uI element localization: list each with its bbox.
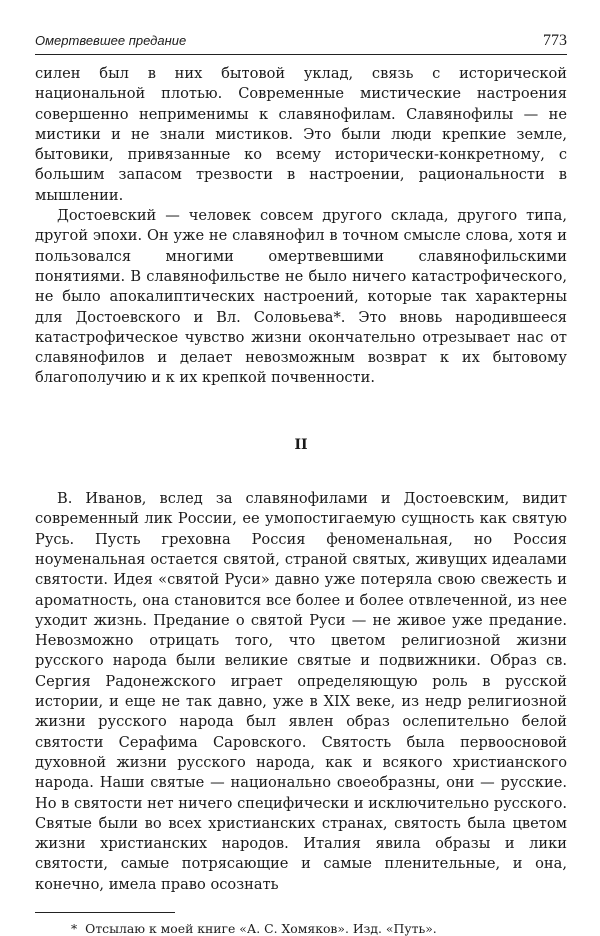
page-number: 773: [543, 32, 567, 49]
footnote-divider: [35, 912, 175, 913]
paragraph: силен был в них бытовой уклад, связь с исторической национальной плотью. Современные мистические настроения совершенно неприменимы к славянофилам. Славянофилы — не мистики и не знали мистиков. Это были люди крепкие земле, бытовики, привязанные ко всему исторически-конкретному, с большим запасом трезвости в настроении, рациональности в мышлении.: [35, 65, 567, 204]
running-head: [35, 32, 567, 55]
paragraph: Достоевский — человек совсем другого склада, другого типа, другой эпохи. Он уже не славянофил в точном смысле слова, хотя и пользовался многими омертвевшими славянофильскими понятиями. В славянофильстве не было ничего катастрофического, не было апокалиптических настроений, которые так характерны для Достоевского и Вл. Соловьева*. Это вновь народившееся катастрофическое чувство жизни окончательно отрезывает нас от славянофилов и делает невозможным возврат к их бытовому благополучию и к их крепкой почвенности.: [35, 207, 567, 387]
body-text: [35, 64, 567, 895]
paragraph: В. Иванов, вслед за славянофилами и Достоевским, видит современный лик России, ее умопостигаемую сущность как святую Русь. Пусть греховна Россия феноменальная, но Россия ноуменальная остается святой, страной святых, живущих идеалами святости. Идея «святой Руси» давно уже потеряла свою свежесть и ароматность, она становится все более и более отвлеченной, из нее уходит жизнь. Предание о святой Руси — не живое уже предание. Невозможно отрицать того, что цветом религиозной жизни русского народа были великие святые и подвижники. Образ св. Сергия Радонежского играет определяющую роль в русской истории, и еще не так давно, уже в XIX веке, из недр религиозной жизни русского народа был явлен образ ослепительно белой святости Серафима Саровского. Святость была первоосновой духовной жизни русского народа, как и всякого христианского народа. Наши святые — национально своеобразны, они — русские. Но в святости нет ничего специфически и исключительно русского. Святые были во всех христианских странах, святость была цветом жизни христианских народов. Италия явила образы и лики святости, самые потрясающие и самые пленительные, и она, конечно, имела право осознать: [35, 490, 567, 893]
footnote: [35, 921, 567, 936]
book-page: [35, 32, 567, 936]
running-title: Омертвевшее предание: [35, 33, 187, 48]
section-heading: II: [294, 436, 308, 453]
footnote-mark: *: [71, 920, 78, 936]
footnote-text: Отсылаю к моей книге «А. С. Хомяков». Изд. «Путь».: [85, 920, 437, 936]
